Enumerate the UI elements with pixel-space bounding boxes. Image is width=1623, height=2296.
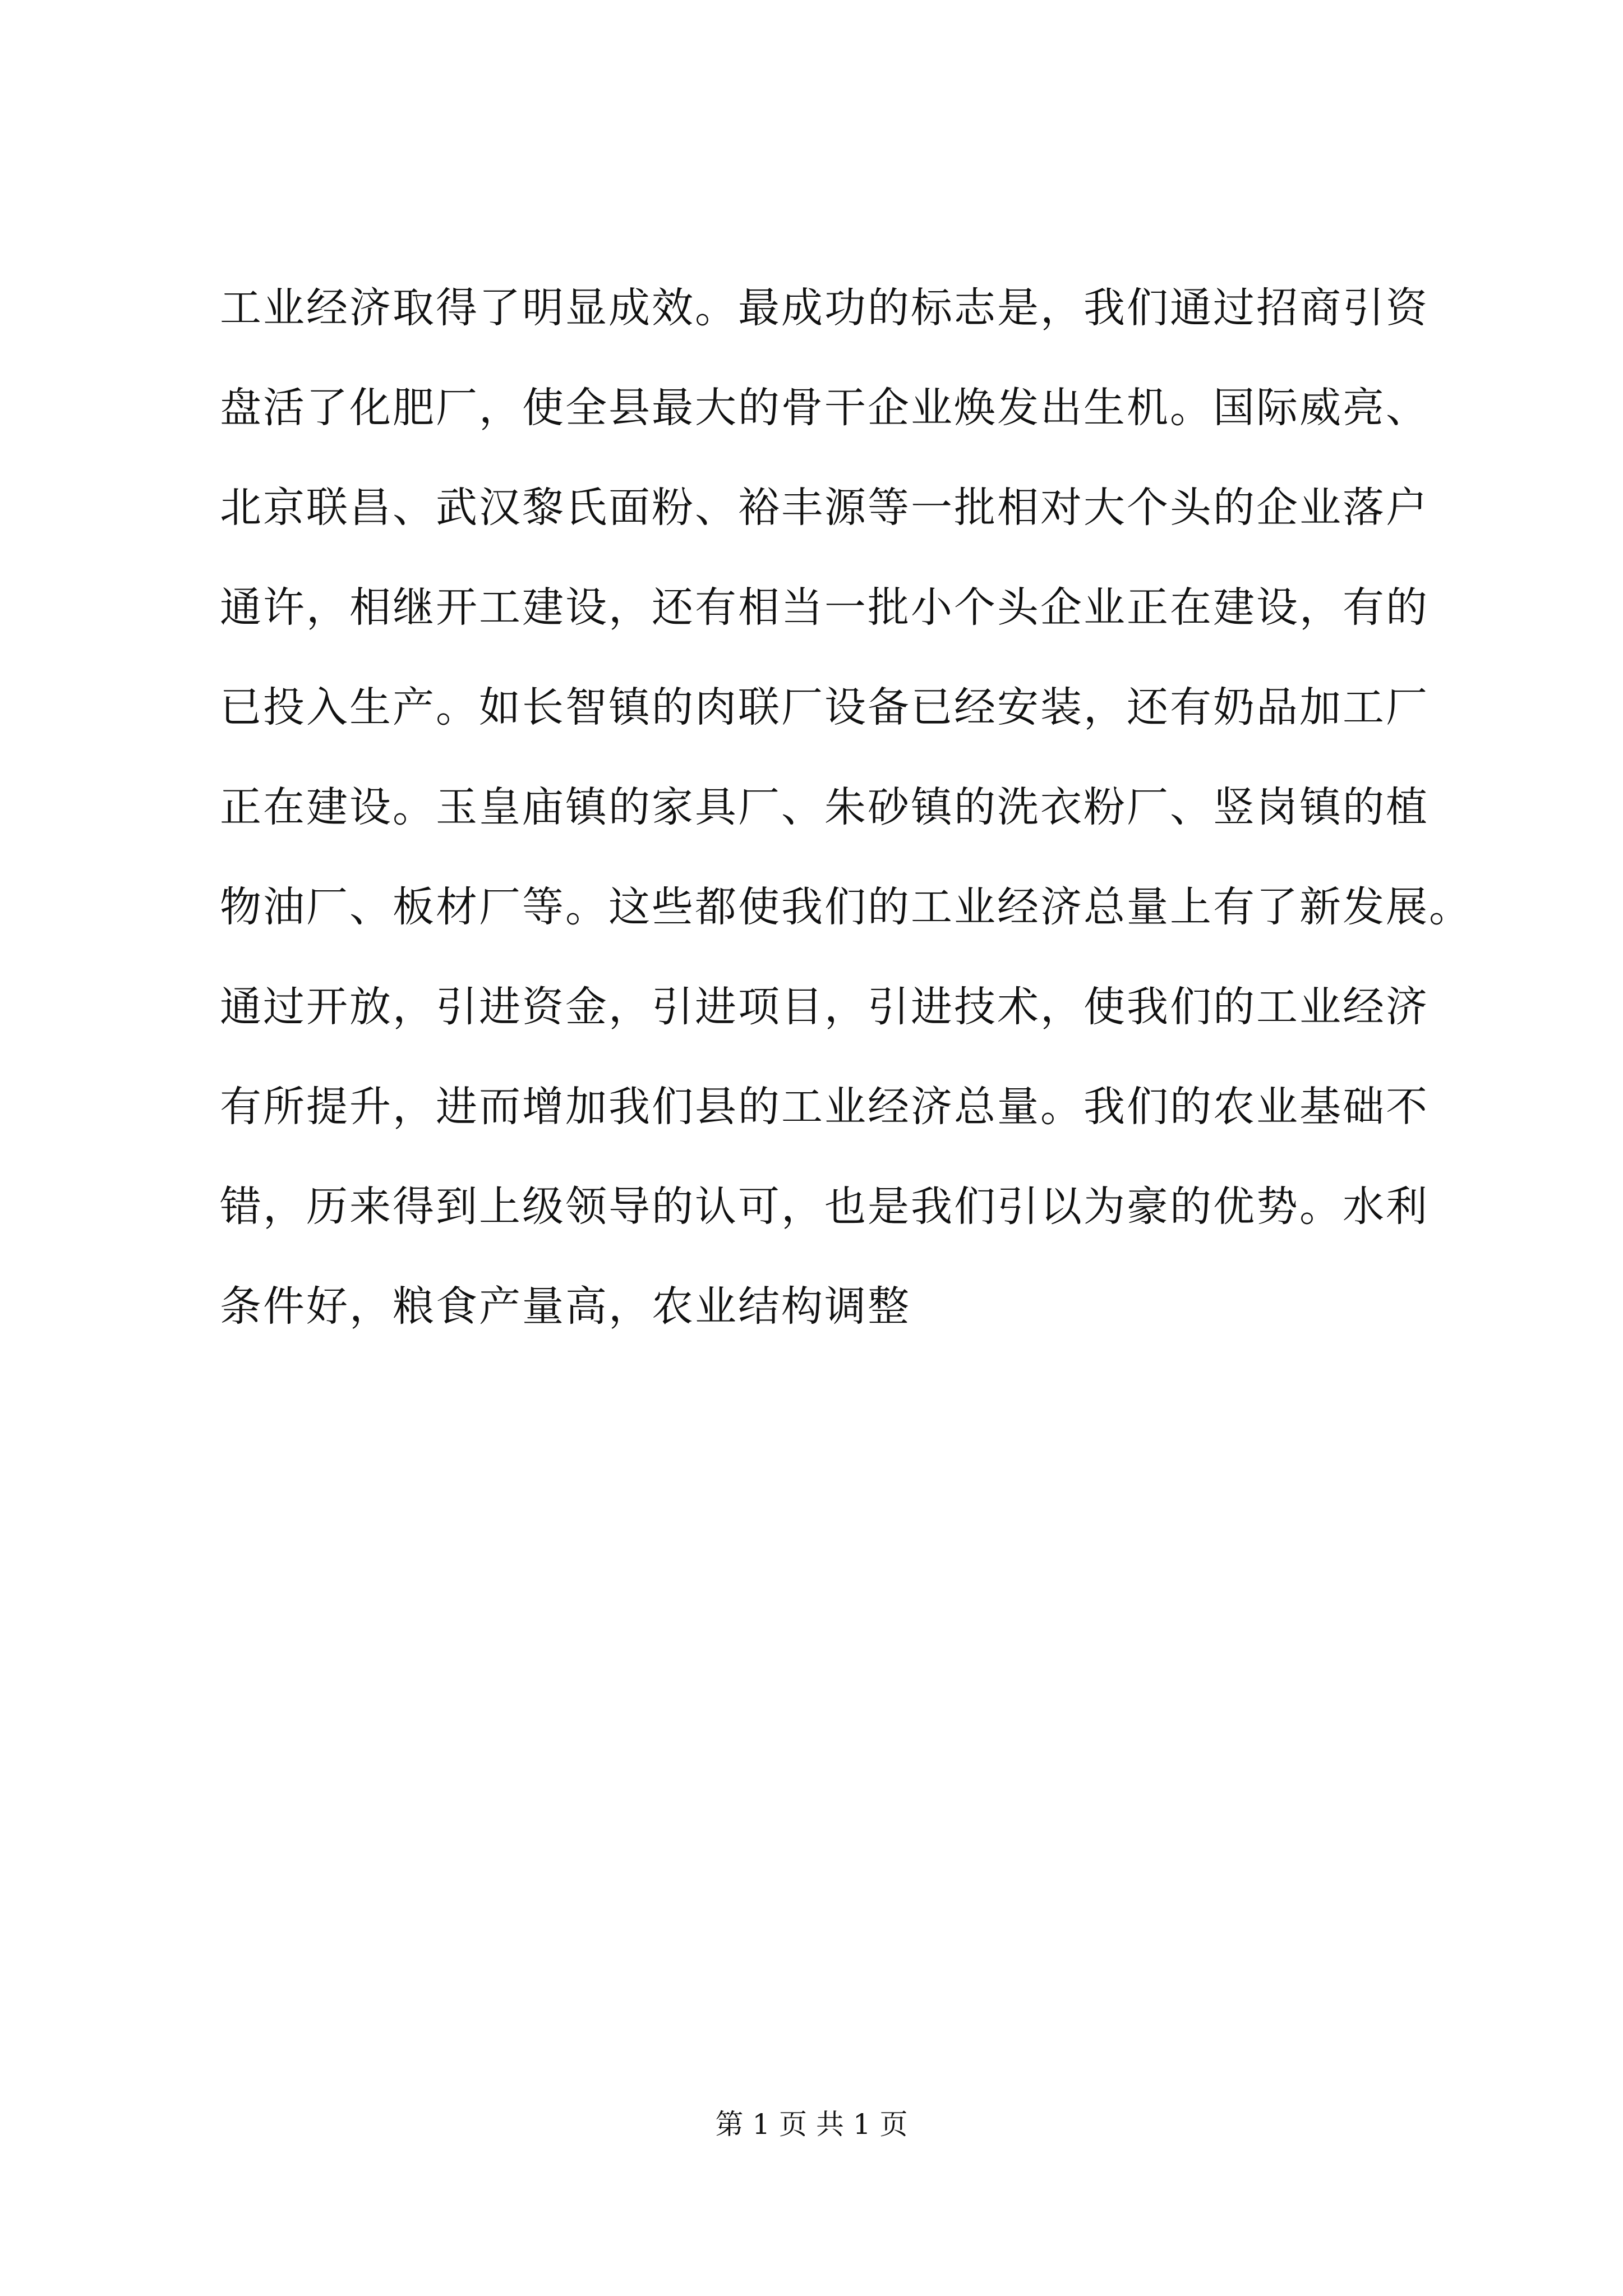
text-line: 通许，相继开工建设，还有相当一批小个头企业正在建设，有的 [220, 583, 1429, 632]
text-line: 北京联昌、武汉黎氏面粉、裕丰源等一批相对大个头的企业落户 [220, 484, 1429, 532]
text-line: 正在建设。玉皇庙镇的家具厂、朱砂镇的洗衣粉厂、竖岗镇的植 [220, 783, 1429, 831]
text-line: 条件好，粮食产量高，农业结构调整 [220, 1282, 911, 1331]
text-line: 物油厂、板材厂等。这些都使我们的工业经济总量上有了新发展。 [220, 883, 1472, 931]
body-paragraph [220, 258, 1472, 1356]
text-line: 已投入生产。如长智镇的肉联厂设备已经安装，还有奶品加工厂 [220, 683, 1429, 731]
text-line: 工业经济取得了明显成效。最成功的标志是，我们通过招商引资 [220, 284, 1429, 332]
text-line: 有所提升，进而增加我们县的工业经济总量。我们的农业基础不 [220, 1083, 1429, 1131]
text-line: 盘活了化肥厂，使全县最大的骨干企业焕发出生机。国际威亮、 [220, 384, 1429, 432]
text-line: 通过开放，引进资金，引进项目，引进技术，使我们的工业经济 [220, 983, 1429, 1031]
page-footer [0, 2105, 1623, 2144]
page-number-label: 第 1 页 共 1 页 [715, 2108, 908, 2141]
text-line: 错，历来得到上级领导的认可，也是我们引以为豪的优势。水利 [220, 1182, 1429, 1231]
